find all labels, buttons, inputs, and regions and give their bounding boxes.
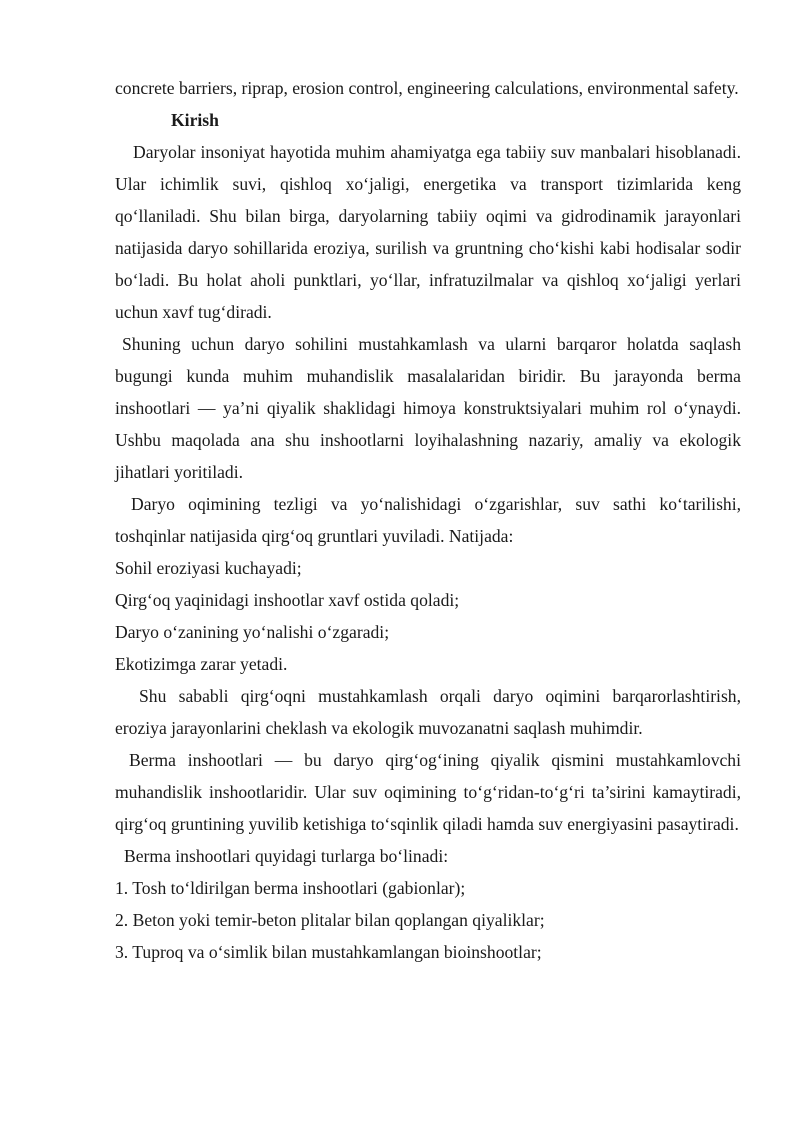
section-heading: Kirish — [171, 110, 219, 130]
consequence-item: Sohil eroziyasi kuchayadi; — [115, 558, 302, 578]
intro-paragraph: Daryolar insoniyat hayotida muhim ahamiyatga ega tabiiy suv manbalari hisoblanadi. Ular ichimlik suvi, qishloq xo‘jaligi, energetika va transport tizimlarida keng qo‘llaniladi. Shu bilan birga, daryolarning tabiiy oqimi va gidrodinamik jarayonlari natijasida daryo sohillarida eroziya, surilish va gruntning cho‘kishi kabi hodisalar sodir bo‘ladi. Bu holat aholi punktlari, yo‘llar, infratuzilmalar va qishloq xo‘jaligi yerlari uchun xavf tug‘diradi. — [115, 142, 741, 322]
type-list-item: 2. Beton yoki temir-beton plitalar bilan qoplangan qiyaliklar; — [115, 910, 545, 930]
keywords-continuation: concrete barriers, riprap, erosion control, engineering calculations, environmental safety. — [115, 78, 739, 98]
type-list-item: 3. Tuproq va o‘simlik bilan mustahkamlangan bioinshootlar; — [115, 942, 542, 962]
erosion-paragraph: Daryo oqimining tezligi va yo‘nalishidagi o‘zgarishlar, suv sathi ko‘tarilishi, toshqinlar natijasida qirg‘oq gruntlari yuviladi. Natijada: — [115, 494, 741, 546]
purpose-paragraph: Shuning uchun daryo sohilini mustahkamlash va ularni barqaror holatda saqlash bugungi kunda muhim muhandislik masalalaridan biridir. Bu jarayonda berma inshootlari — ya’ni qiyalik shaklidagi himoya konstruktsiyalari muhim rol o‘ynaydi. Ushbu maqolada ana shu inshootlarni loyihalashning nazariy, amaliy va ekologik jihatlari yoritiladi. — [115, 334, 741, 482]
type-list-item: 1. Tosh to‘ldirilgan berma inshootlari (gabionlar); — [115, 878, 466, 898]
document-body — [115, 72, 741, 968]
types-intro: Berma inshootlari quyidagi turlarga bo‘linadi: — [124, 846, 449, 866]
consequence-item: Ekotizimga zarar yetadi. — [115, 654, 288, 674]
importance-paragraph: Shu sababli qirg‘oqni mustahkamlash orqali daryo oqimini barqarorlashtirish, eroziya jarayonlarini cheklash va ekologik muvozanatni saqlash muhimdir. — [115, 686, 741, 738]
consequence-item: Daryo o‘zanining yo‘nalishi o‘zgaradi; — [115, 622, 390, 642]
consequence-item: Qirg‘oq yaqinidagi inshootlar xavf ostida qoladi; — [115, 590, 460, 610]
definition-paragraph: Berma inshootlari — bu daryo qirg‘og‘ining qiyalik qismini mustahkamlovchi muhandislik inshootlaridir. Ular suv oqimining to‘g‘ridan-to‘g‘ri ta’sirini kamaytiradi, qirg‘oq gruntining yuvilib ketishiga to‘sqinlik qiladi hamda suv energiyasini pasaytiradi. — [115, 750, 741, 834]
